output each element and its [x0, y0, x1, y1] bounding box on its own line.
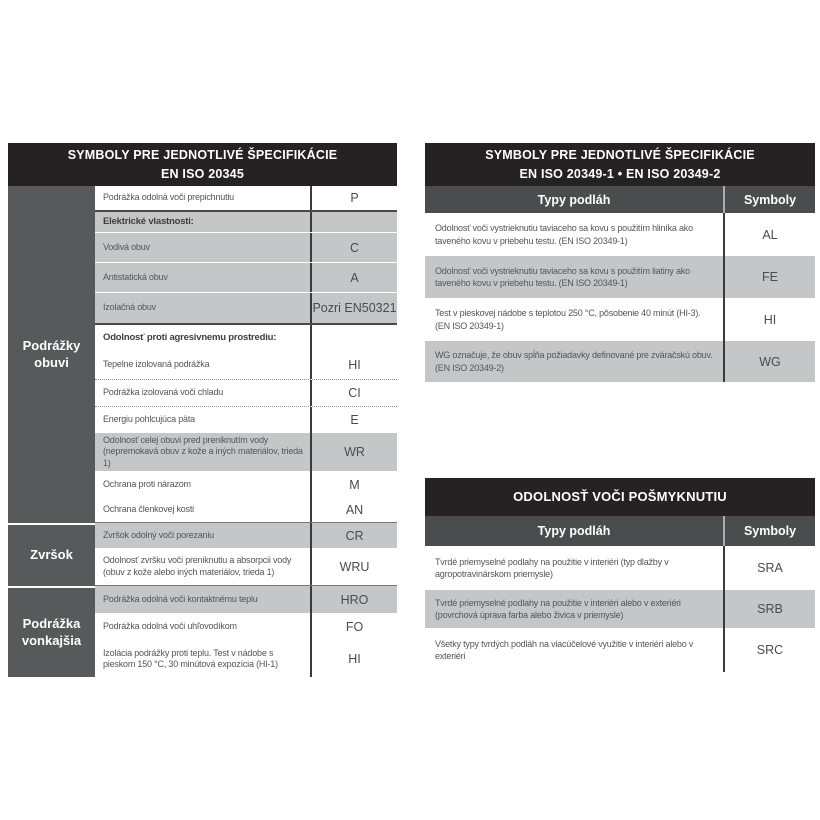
- table-row: [425, 590, 815, 628]
- row-symbol: FE: [723, 256, 815, 298]
- table-row: [95, 433, 397, 471]
- column-header-row: [425, 186, 815, 213]
- row-symbol: SRA: [723, 546, 815, 590]
- row-description: Odolnosť zvršku voči preniknutiu a absorpcii vody (obuv z kože alebo iných materiálov, trieda 1): [103, 555, 292, 577]
- table-row: [95, 233, 397, 263]
- row-symbol: M: [310, 471, 397, 498]
- row-description: Podrážka odolná voči prepichnutiu: [103, 192, 234, 203]
- row-description: Odolnosť proti agresivnemu prostrediu:: [103, 331, 277, 343]
- table-row: [95, 523, 397, 548]
- row-description: Zvršok odolný voči porezaniu: [103, 529, 214, 540]
- table-row: [95, 586, 397, 613]
- row-symbol: Pozri EN50321: [310, 293, 397, 323]
- row-description: Antistatická obuv: [103, 271, 168, 282]
- table-title: [425, 143, 815, 186]
- row-symbol: WRU: [310, 548, 397, 585]
- row-description: Elektrické vlastnosti:: [103, 216, 194, 228]
- row-symbol: FO: [310, 613, 397, 641]
- group-column: [8, 186, 95, 677]
- table-row: [425, 546, 815, 590]
- row-description: Energiu pohlcujúca päta: [103, 414, 195, 425]
- row-symbol: AN: [310, 498, 397, 522]
- table-row: [425, 213, 815, 256]
- column-header-row: [425, 516, 815, 546]
- row-description: Tvrdé priemyselné podlahy na použitie v interiéri alebo v exteriéri (povrchová úprava farba alebo živica v priemysle): [435, 597, 681, 620]
- row-description: Ochrana členkovej kosti: [103, 504, 194, 515]
- row-symbol: [310, 212, 397, 232]
- table-row: [95, 548, 397, 586]
- row-description: Izolácia podrážky proti teplu. Test v nádobe s pieskom 150 °C, 30 minútová expozícia (HI-1): [103, 647, 278, 669]
- row-symbol: HRO: [310, 586, 397, 613]
- table-title-line2: EN ISO 20345: [160, 166, 244, 181]
- row-description: Test v pieskovej nádobe s teplotou 250 °C, pôsobenie 40 minút (HI-3). (EN ISO 20349-1): [435, 308, 701, 331]
- table-title-line1: SYMBOLY PRE JEDNOTLIVÉ ŠPECIFIKÁCIE: [485, 147, 755, 162]
- table-row: [95, 293, 397, 325]
- row-symbol: A: [310, 263, 397, 292]
- table-row: [95, 498, 397, 523]
- slip-resistance-table: [425, 478, 815, 672]
- table-row: [425, 628, 815, 672]
- table-title-line1: SYMBOLY PRE JEDNOTLIVÉ ŠPECIFIKÁCIE: [67, 147, 338, 162]
- table-row: [95, 212, 397, 233]
- table-title-line1: ODOLNOSŤ VOČI POŠMYKNUTIU: [513, 489, 727, 505]
- row-symbol: CI: [310, 380, 397, 406]
- rows-column: [95, 186, 397, 677]
- row-symbol: WG: [723, 341, 815, 382]
- row-symbol: HI: [310, 641, 397, 677]
- column-header-floor-types: Typy podláh: [537, 524, 611, 538]
- row-description: Tvrdé priemyselné podlahy na použitie v interiéri (typ dlažby v agropotravinárskom priemysle): [435, 556, 669, 579]
- row-symbol: C: [310, 233, 397, 262]
- row-description: WG označuje, že obuv spĺňa požiadavky definované pre zváračskú obuv. (EN ISO 20349-2): [435, 350, 713, 373]
- row-description: Všetky typy tvrdých podláh na viacúčelové využitie v interiéri alebo v exteriéri: [435, 638, 694, 661]
- group-zvrsok: Zvršok: [8, 523, 95, 586]
- row-symbol: HI: [723, 298, 815, 341]
- row-symbol: SRB: [723, 590, 815, 628]
- row-description: Odolnosť voči vystrieknutiu taviaceho sa kovu s použitím hliníka ako taveného kovu v priebehu testu. (EN ISO 20349-1): [435, 223, 693, 246]
- table-row: [95, 407, 397, 433]
- row-description: Podrážka odolná voči uhľovodíkom: [103, 621, 237, 632]
- row-description: Tepelne izolovaná podrážka: [103, 358, 210, 369]
- row-symbol: WR: [310, 433, 397, 471]
- column-header-symbols: Symboly: [723, 186, 815, 213]
- row-symbol: E: [310, 407, 397, 433]
- row-symbol: CR: [310, 523, 397, 548]
- table-row: [95, 325, 397, 350]
- table-title-line2: EN ISO 20349-1 • EN ISO 20349-2: [519, 166, 721, 181]
- table-title: [425, 478, 815, 516]
- row-symbol: SRC: [723, 628, 815, 672]
- table-row: [95, 613, 397, 641]
- table-row: [95, 471, 397, 498]
- table-row: [95, 350, 397, 380]
- row-symbol: HI: [310, 350, 397, 379]
- row-description: Izolačná obuv: [103, 302, 156, 313]
- row-description: Ochrana proti nárazom: [103, 478, 191, 489]
- row-description: Odolnosť celej obuvi pred preniknutím vody (nepremokavá obuv z kože a iných materiálov, trieda 1): [103, 435, 303, 468]
- group-podrazka-vonkajsia: Podrážka vonkajšia: [8, 586, 95, 677]
- row-description: Odolnosť voči vystrieknutiu taviaceho sa kovu s použitím liatiny ako taveného kovu v priebehu testu. (EN ISO 20349-1): [435, 265, 690, 288]
- table-row: [95, 380, 397, 407]
- en-iso-20349-table: [425, 143, 815, 382]
- table-row: [425, 341, 815, 382]
- table-row: [95, 641, 397, 677]
- row-description: Podrážka odolná voči kontaktnému teplu: [103, 593, 258, 604]
- row-symbol: [310, 325, 397, 350]
- row-description: Vodivá obuv: [103, 241, 150, 252]
- table-title: [8, 143, 397, 186]
- table-row: [95, 263, 397, 293]
- row-symbol: P: [310, 186, 397, 210]
- row-symbol: AL: [723, 213, 815, 256]
- table-row: [425, 256, 815, 298]
- column-header-symbols: Symboly: [723, 516, 815, 546]
- group-podrazky-obuvi: Podrážky obuvi: [8, 186, 95, 523]
- table-body: [8, 186, 397, 677]
- column-header-floor-types: Typy podláh: [537, 192, 611, 207]
- table-row: [425, 298, 815, 341]
- table-row: [95, 186, 397, 212]
- row-description: Podrážka izolovaná voči chladu: [103, 387, 224, 398]
- en-iso-20345-table: [8, 143, 397, 677]
